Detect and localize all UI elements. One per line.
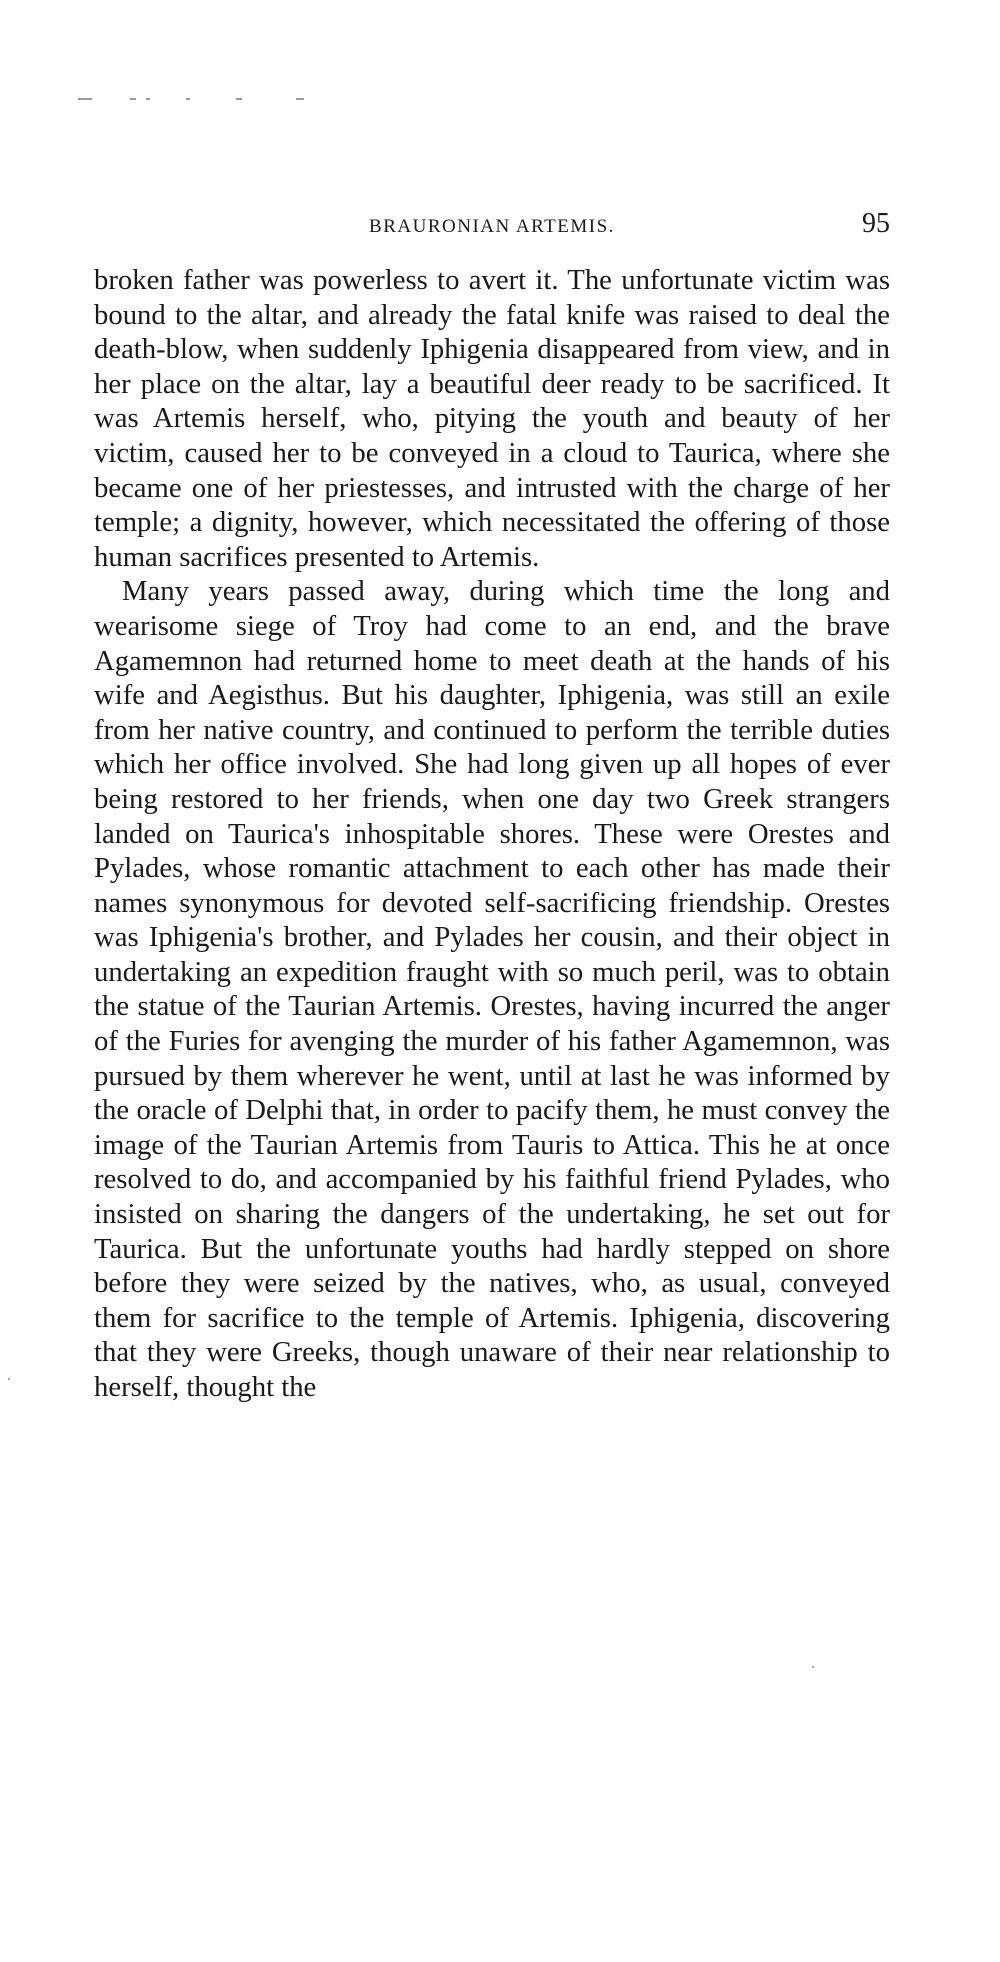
paragraph: broken father was powerless to avert it. The unfortunate victim was bound to the altar, and already the fatal knife was raised to deal the death-blow, when suddenly Iphigenia disappeared from view, and in her place on the altar, lay a beautiful deer ready to be sacrificed. It was Artemis herself, who, pitying the youth and beauty of her victim, caused her to be conveyed in a cloud to Taurica, where she became one of her priestesses, and intrusted with the charge of her temple; a dignity, however, which necessitated the offering of those human sacrifices presented to Artemis. bbox=[94, 264, 890, 573]
scan-mark bbox=[296, 98, 304, 100]
scan-mark bbox=[130, 98, 136, 100]
page-number: 95 bbox=[862, 208, 890, 239]
scan-mark bbox=[78, 98, 92, 100]
body-text bbox=[94, 263, 890, 1405]
running-head bbox=[94, 208, 890, 248]
page-title: BRAURONIAN ARTEMIS. bbox=[369, 216, 615, 237]
scan-mark bbox=[146, 98, 150, 100]
scan-speck bbox=[8, 1378, 10, 1380]
scan-speck bbox=[812, 1666, 814, 1668]
scan-mark bbox=[236, 98, 242, 100]
scan-marks bbox=[78, 98, 308, 102]
paragraph: Many years passed away, during which time the long and wearisome siege of Troy had come to an end, and the brave Agamemnon had returned home to meet death at the hands of his wife and Aegisthus. But his daughter, Iphigenia, was still an exile from her native country, and continued to perform the terrible duties which her office involved. She had long given up all hopes of ever being restored to her friends, when one day two Greek strangers landed on Taurica's inhospitable shores. These were Orestes and Pylades, whose romantic attachment to each other has made their names synonymous for devoted self-sacrificing friendship. Orestes was Iphigenia's brother, and Pylades her cousin, and their object in undertaking an expedition fraught with so much peril, was to obtain the statue of the Taurian Artemis. Orestes, having incurred the anger of the Furies for avenging the murder of his father Agamemnon, was pursued by them wherever he went, until at last he was informed by the oracle of Delphi that, in order to pacify them, he must convey the image of the Taurian Artemis from Tauris to Attica. This he at once resolved to do, and accompanied by his faithful friend Pylades, who insisted on sharing the dangers of the undertaking, he set out for Taurica. But the unfortunate youths had hardly stepped on shore before they were seized by the natives, who, as usual, conveyed them for sacrifice to the temple of Artemis. Iphigenia, discovering that they were Greeks, though unaware of their near relationship to herself, thought the bbox=[94, 575, 890, 1403]
scan-mark bbox=[186, 98, 190, 100]
